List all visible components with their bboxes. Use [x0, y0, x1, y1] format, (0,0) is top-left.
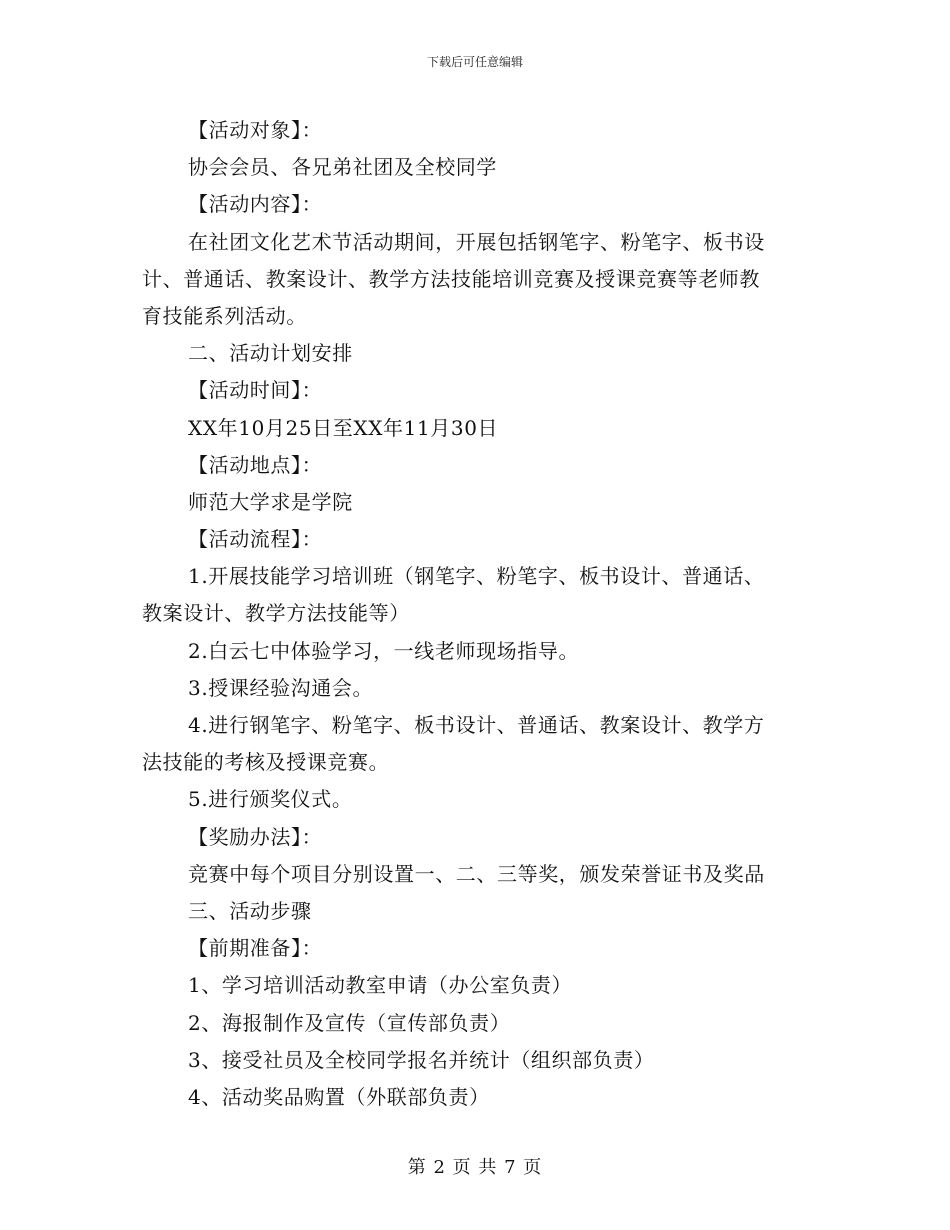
- body-line: 3.授课经验沟通会。: [188, 675, 374, 700]
- body-line: 2、海报制作及宣传（宣传部负责）: [188, 1010, 511, 1035]
- body-line: 二、活动计划安排: [188, 341, 353, 366]
- page-number-footer: 第 2 页 共 7 页: [407, 1157, 543, 1178]
- body-line: 3、接受社员及全校同学报名并统计（组织部负责）: [188, 1047, 655, 1072]
- body-line: 【活动内容】：: [188, 192, 323, 217]
- body-line: XX年10月25日至XX年11月30日: [188, 415, 499, 440]
- body-line: 【活动地点】：: [188, 452, 323, 477]
- body-line: 【活动流程】：: [188, 527, 323, 552]
- body-line: 【活动对象】：: [188, 118, 323, 142]
- body-line: 【奖励办法】：: [188, 824, 323, 849]
- body-line: 1、学习培训活动教室申请（办公室负责）: [188, 973, 573, 998]
- body-line: 教案设计、教学方法技能等）: [142, 601, 410, 626]
- body-line: 计、普通话、教案设计、教学方法技能培训竞赛及授课竞赛等老师教: [142, 266, 760, 291]
- body-line: 三、活动步骤: [188, 898, 312, 923]
- body-line: 竞赛中每个项目分别设置一、二、三等奖，颁发荣誉证书及奖品: [188, 861, 765, 886]
- body-line: 5.进行颁奖仪式。: [188, 787, 353, 812]
- body-line: 1.开展技能学习培训班（钢笔字、粉笔字、板书设计、普通话、: [188, 564, 765, 589]
- body-line: 在社团文化艺术节活动期间，开展包括钢笔字、粉笔字、板书设: [188, 229, 765, 254]
- body-line: 4、活动奖品购置（外联部负责）: [188, 1084, 490, 1109]
- body-line: 【前期准备】：: [188, 936, 323, 961]
- document-body: [142, 112, 802, 1116]
- body-line: 法技能的考核及授课竞赛。: [142, 750, 390, 775]
- body-line: 2.白云七中体验学习，一线老师现场指导。: [188, 638, 580, 663]
- body-line: 4.进行钢笔字、粉笔字、板书设计、普通话、教案设计、教学方: [188, 713, 765, 737]
- page-header-note: 下载后可任意编辑: [426, 55, 523, 69]
- body-line: 协会会员、各兄弟社团及全校同学: [188, 155, 497, 180]
- body-line: 【活动时间】：: [188, 378, 323, 403]
- body-line: 师范大学求是学院: [188, 489, 353, 514]
- body-line: 育技能系列活动。: [142, 303, 307, 328]
